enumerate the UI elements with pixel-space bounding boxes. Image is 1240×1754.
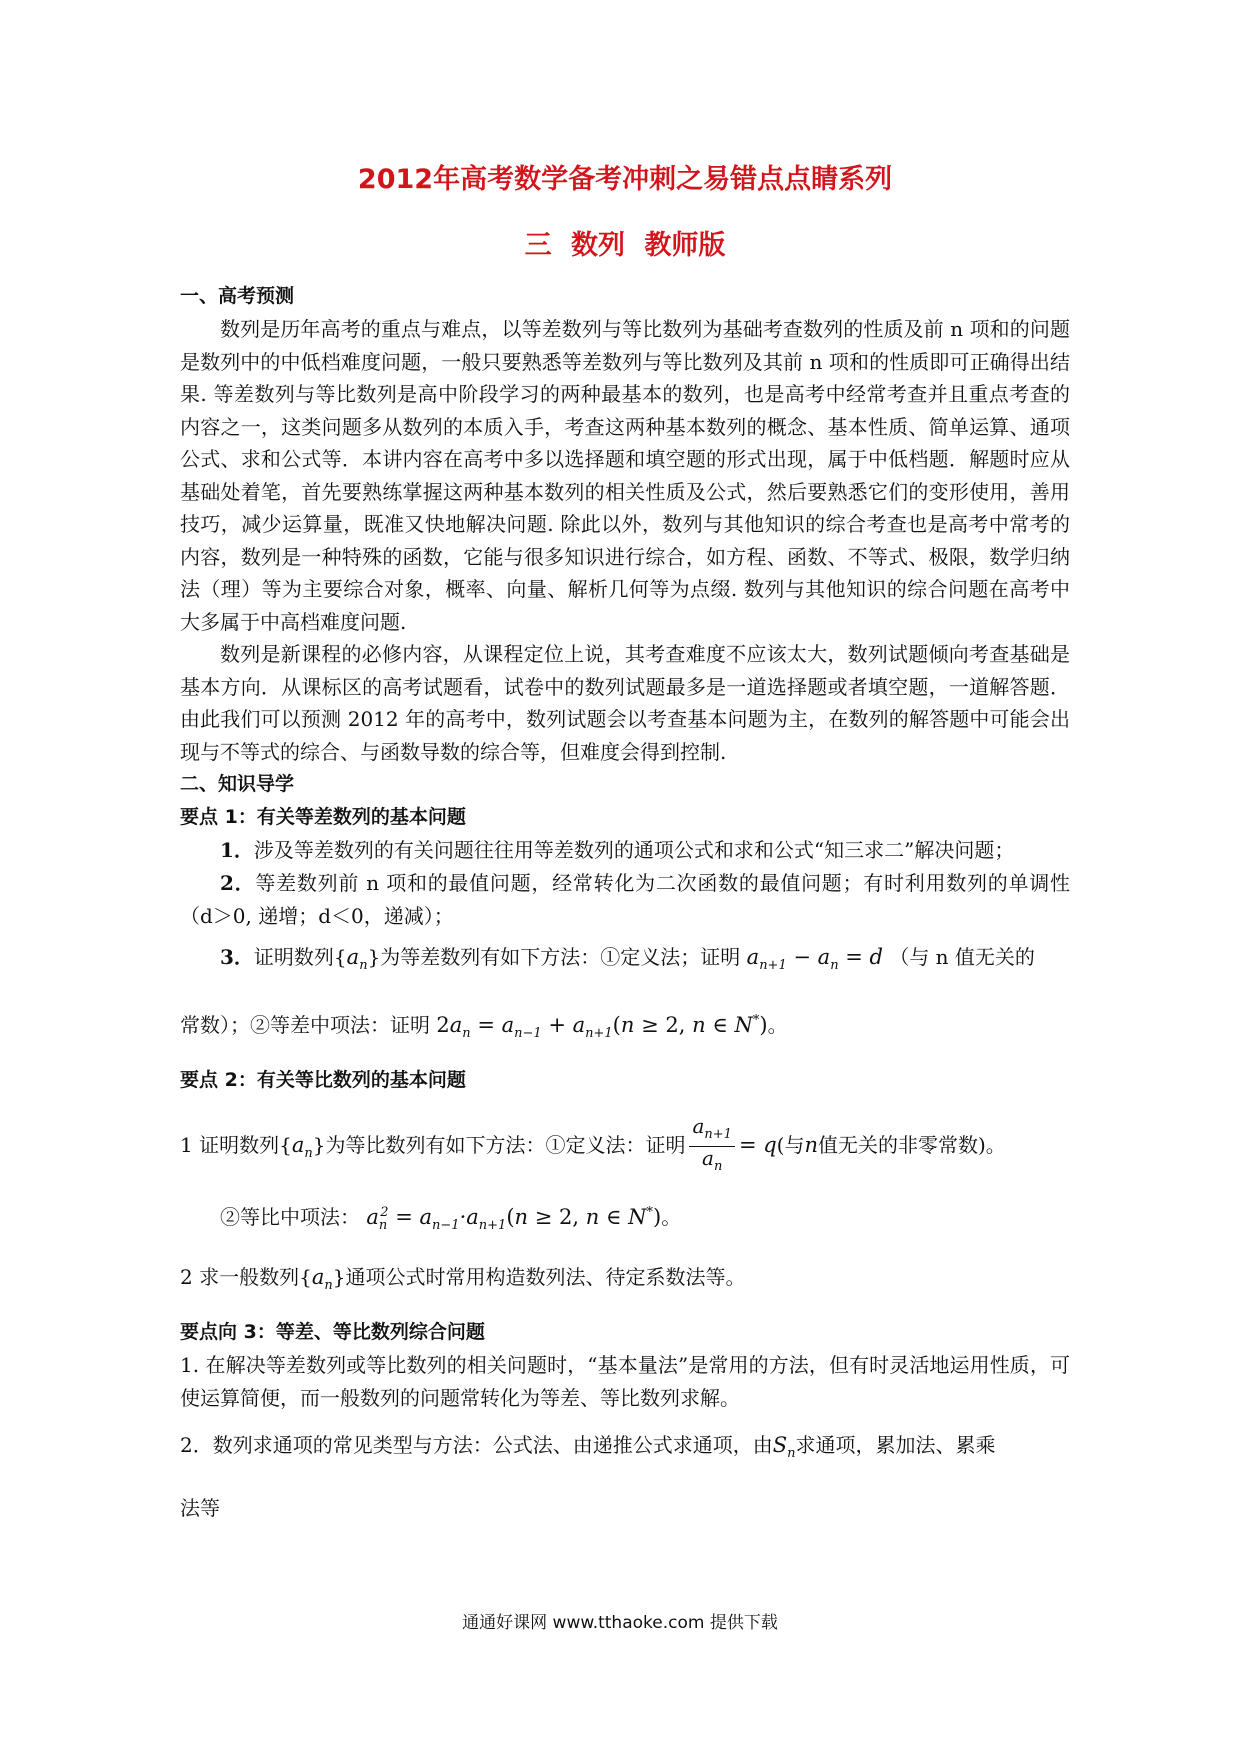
math-a-n: $a_n$ <box>346 945 368 974</box>
item-text: 2 求一般数列{ <box>180 1264 312 1289</box>
point-2-item-2 <box>180 1261 1070 1302</box>
point-2-item-1b <box>180 1196 1070 1242</box>
item-text: 。 <box>767 1013 788 1038</box>
point-3-item-2 <box>180 1429 1070 1470</box>
forecast-paragraph-2: 数列是新课程的必修内容，从课程定位上说，其考查难度不应该太大，数列试题倾向考查基础是基本方向．从课标区的高考试题看，试卷中的数列试题最多是一道选择题或者填空题，一道解答题．由此我们可以预测 2012 年的高考中，数列试题会以考查基本问题为主，在数列的解答题中可能会出现与不等式的综合、与函数导数的综合等，但难度会得到控制. <box>180 642 1070 764</box>
math-a-n: $a_n$ <box>311 1264 333 1293</box>
math-geo-mean: $a_n^2 = a_{n-1}\cdot a_{n+1}(n \ge 2$, n ∈ N*) <box>366 1205 662 1234</box>
point-1-heading: 要点 1：有关等差数列的基本问题 <box>180 806 466 828</box>
item-text: 值无关的非零常数)。 <box>818 1133 1006 1158</box>
math-a-n: $a_n$ <box>291 1133 313 1162</box>
item-text: 等差数列前 n 项和的最值问题，经常转化为二次函数的最值问题；有时利用数列的单调性（d＞0, 递增；d＜0，递减）； <box>180 871 1070 928</box>
point-3-item-2-cont: 法等 <box>180 1495 220 1520</box>
item-text: 涉及等差数列的有关问题往往用等差数列的通项公式和求和公式“知三求二”解决问题； <box>253 838 1015 862</box>
item-text: }为等比数列有如下方法：①定义法：证明 <box>312 1133 686 1158</box>
math-s-n: $S_n$ <box>772 1432 796 1461</box>
item-text: 。 <box>661 1205 682 1230</box>
document-title: 2012年高考数学备考冲刺之易错点点睛系列 <box>357 164 893 195</box>
item-text: 求通项，累加法、累乘 <box>795 1432 996 1457</box>
item-text: 1 证明数列{ <box>180 1133 292 1158</box>
item-text: (与 <box>776 1133 805 1158</box>
section-heading-forecast: 一、高考预测 <box>180 285 295 307</box>
item-number: 1． <box>220 838 254 862</box>
point-1-item-3-cont <box>180 1004 1070 1050</box>
item-text: （与 n 值无关的 <box>889 945 1035 969</box>
item-text: }通项公式时常用构造数列法、待定系数法等。 <box>332 1264 746 1289</box>
item-number: 3． <box>220 945 254 969</box>
math-arith-mean: $2a_n = a_{n-1} + a_{n+1}(n \ge 2$, n ∈ N*) <box>436 1013 768 1042</box>
point-3-heading: 要点向 3：等差、等比数列综合问题 <box>180 1320 485 1343</box>
point-1-item-3 <box>180 941 1070 982</box>
point-1-item-2 <box>180 867 1070 933</box>
math-equals-q: = q <box>738 1133 777 1158</box>
point-1-item-1 <box>180 834 1070 867</box>
section-heading-knowledge: 二、知识导学 <box>180 773 295 795</box>
point-2-heading: 要点 2：有关等比数列的基本问题 <box>180 1069 466 1092</box>
math-n: n <box>804 1133 818 1158</box>
document-page <box>180 160 1070 1525</box>
forecast-paragraph-1: 数列是历年高考的重点与难点，以等差数列与等比数列为基础考查数列的性质及前 n 项和的问题是数列中的中低档难度问题，一般只要熟悉等差数列与等比数列及其前 n 项和的性质即可正确得出结果. 等差数列与等比数列是高中阶段学习的两种最基本的数列，也是高考中经常考查并且重点考查的内容之一，这类问题多从数列的本质入手，考查这两种基本数列的概念、基本性质、简单运算、通项公式、求和公式等．本讲内容在高考中多以选择题和填空题的形式出现，属于中低档题．解题时应从基础处着笔，首先要熟练掌握这两种基本数列的相关性质及公式，然后要熟悉它们的变形使用，善用技巧，减少运算量，既准又快地解决问题. 除此以外，数列与其他知识的综合考查也是高考中常考的内容，数列是一种特殊的函数，它能与很多知识进行综合，如方程、函数、不等式、极限，数学归纳法（理）等为主要综合对象，概率、向量、解析几何等为点缀. 数列与其他知识的综合问题在高考中大多属于中高档难度问题. <box>180 317 1070 634</box>
point-2-item-1 <box>180 1115 1070 1178</box>
page-footer: 通通好课网 www.tthaoke.com 提供下载 <box>462 1613 778 1633</box>
item-text: 2．数列求通项的常见类型与方法：公式法、由递推公式求通项，由 <box>180 1432 773 1457</box>
item-text: 证明数列{ <box>253 945 347 969</box>
item-text: 常数）；②等差中项法：证明 <box>180 1013 430 1038</box>
math-geo-ratio-fraction: $\frac{a_{n+1}}{a_n}$ <box>689 1115 734 1178</box>
item-text: ②等比中项法： <box>220 1205 360 1230</box>
item-number: 2． <box>220 871 256 895</box>
document-subtitle: 三 数列 教师版 <box>524 230 726 261</box>
math-arith-definition: $a_{n+1} - a_n = d$ <box>746 945 883 974</box>
point-3-item-1: 1. 在解决等差数列或等比数列的相关问题时，“基本量法”是常用的方法，但有时灵活地运用性质，可使运算简便，而一般数列的问题常转化为等差、等比数列求解。 <box>180 1352 1070 1410</box>
item-text: }为等差数列有如下方法：①定义法；证明 <box>367 945 741 969</box>
